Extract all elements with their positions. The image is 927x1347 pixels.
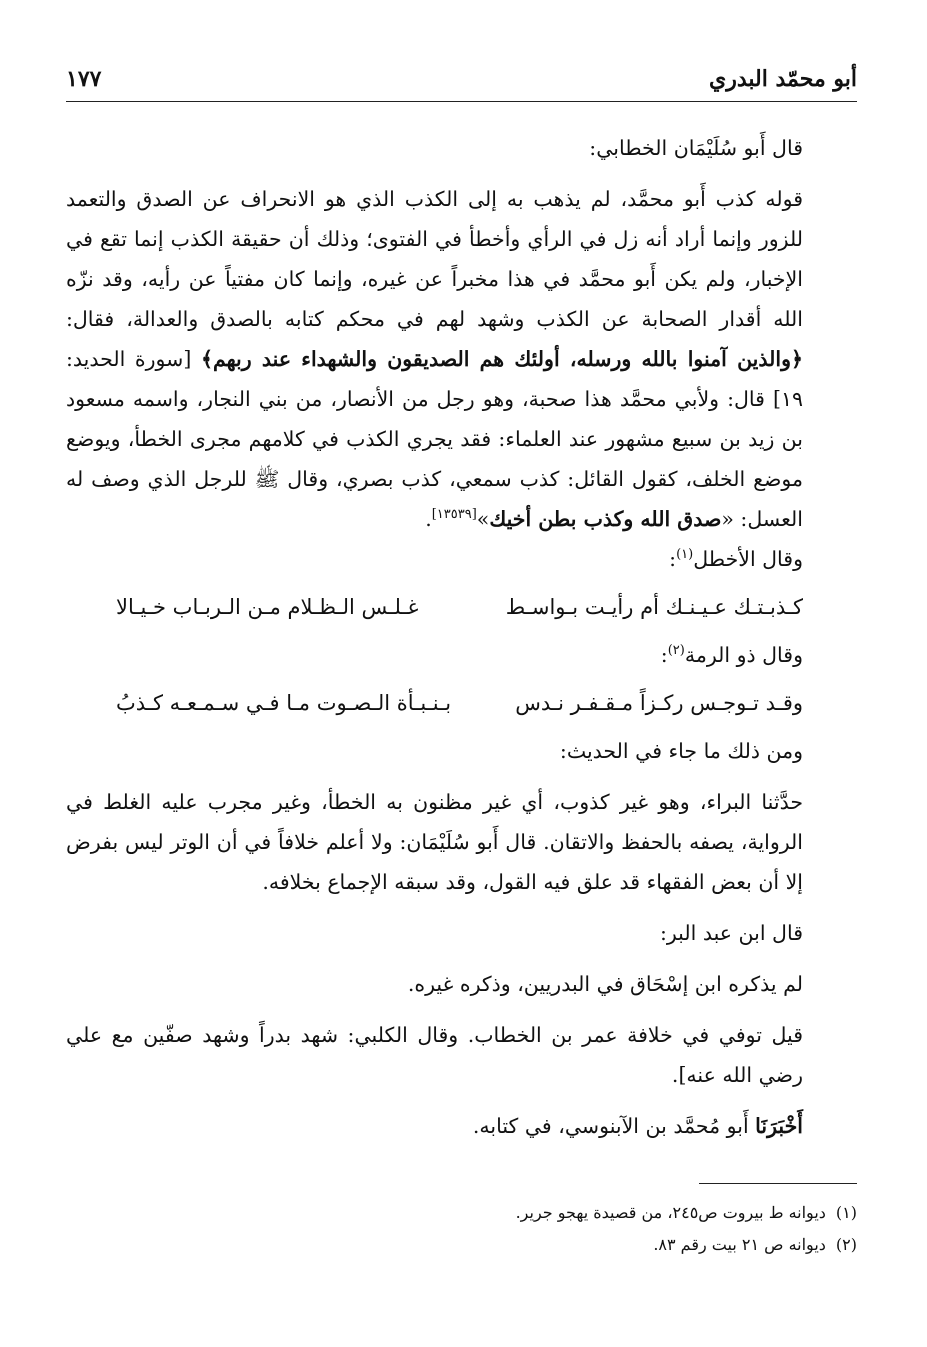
paragraph: حدَّثنا البراء، وهو غير كذوب، أي غير مظنون به الخطأ، وغير مجرب عليه الغلط في الرواية، يصفه بالحفظ والاتقان. قال أَبو سُلَيْمَان: ولا أعلم خلافاً في أن الوتر ليس بفرض إلا أن بعض الفقهاء قد علق فيه القول، وقد سبقه الإجماع بخلافه. — [66, 790, 803, 894]
verse-second-hemistich: غـلـس الـظـلام مـن الـربـاب خـيـالا — [116, 595, 419, 619]
footnote — [66, 1197, 857, 1229]
text-run: : — [660, 643, 668, 667]
text-run: » — [476, 507, 490, 531]
footnote-text: ديوانه ص ٢١ بيت رقم ٨٣. — [653, 1235, 826, 1254]
poetry-verse — [66, 579, 857, 635]
paragraph: ومن ذلك ما جاء في الحديث: — [559, 739, 803, 763]
text-run: : — [669, 547, 677, 571]
reference-number: [١٣٥٣٩] — [431, 507, 477, 523]
footnote-marker: (١) — [676, 547, 694, 563]
paragraph: قال ابن عبد البر: — [659, 921, 803, 945]
paragraph: قيل توفي في خلافة عمر بن الخطاب. وقال الكلبي: شهد بدراً وشهد صفّين مع علي رضي الله عنه]. — [66, 1023, 803, 1087]
paragraph: قال أَبو سُلَيْمَان الخطابي: — [589, 136, 803, 160]
header-rule — [66, 101, 857, 102]
main-text — [66, 128, 857, 1146]
verse-first-hemistich: وقـد تـوجـس ركـزاً مـقـفـر نـدس — [515, 691, 803, 715]
isnad-keyword: أَخْبَرَنَا — [755, 1114, 803, 1138]
text-run: وقال ذو الرمة — [684, 643, 803, 667]
footnote-number: (١) — [835, 1203, 857, 1222]
text-run: [سورة الحديد: ١٩] قال: ولأبي محمَّد هذا صحبة، وهو رجل من الأنصار، من بني النجار، واسمه مسعود بن زيد بن سبيع مشهور عند العلماء: فقد يجري الكذب في كلامهم مجرى الخطأ، ويوضع موضع الخلف، كقول القائل: كذب سمعي، كذب بصري، وقال ﷺ للرجل الذي وصف له العسل: « — [66, 347, 803, 531]
verse-first-hemistich: كـذبـتـك عـيـنـك أم رأيـت بـواسـط — [505, 595, 803, 619]
footnote — [66, 1229, 857, 1261]
verse-second-hemistich: بـنـبـأة الـصـوت مـا فـي سـمـعـه كـذبُ — [116, 691, 452, 715]
text-run: . — [425, 507, 432, 531]
paragraph — [66, 179, 857, 539]
poetry-verse — [66, 675, 857, 731]
paragraph: لم يذكره ابن إسْحَاق في البدريين، وذكره غيره. — [407, 972, 803, 996]
text-run: أَبو مُحمَّد بن الآبنوسي، في كتابه. — [472, 1114, 756, 1138]
footnotes — [66, 1197, 857, 1261]
quran-quote: ﴿والذين آمنوا بالله ورسله، أولئك هم الصديقون والشهداء عند ربهم﴾ — [200, 347, 804, 371]
footnote-marker: (٢) — [667, 643, 685, 659]
paragraph — [66, 1106, 857, 1146]
hadith-quote: صدق الله وكذب بطن أخيك — [489, 507, 722, 531]
running-title: أبو محمّد البدري — [708, 66, 857, 92]
text-run: وقال الأخطل — [693, 547, 803, 571]
paragraph — [66, 635, 857, 675]
page-header — [66, 62, 857, 96]
text-run: قوله كذب أَبو محمَّد، لم يذهب به إلى الكذب الذي هو الانحراف عن الصدق والتعمد للزور وإنما أراد أنه زل في الرأي وأخطأ في الفتوى؛ وذلك أن حقيقة الكذب إنما تقع في الإخبار، ولم يكن أَبو محمَّد في هذا مخبراً عن غيره، وإنما كان مفتياً عن رأيه، وقد نزّه الله أقدار الصحابة عن الكذب وشهد لهم في محكم كتابه بالصدق والعدالة، فقال: — [66, 187, 803, 331]
page-number: ١٧٧ — [66, 66, 102, 92]
footnote-number: (٢) — [835, 1235, 857, 1254]
footnote-text: ديوانه ط بيروت ص٢٤٥، من قصيدة يهجو جرير. — [515, 1203, 826, 1222]
footnote-rule — [699, 1183, 857, 1184]
paragraph — [66, 539, 857, 579]
